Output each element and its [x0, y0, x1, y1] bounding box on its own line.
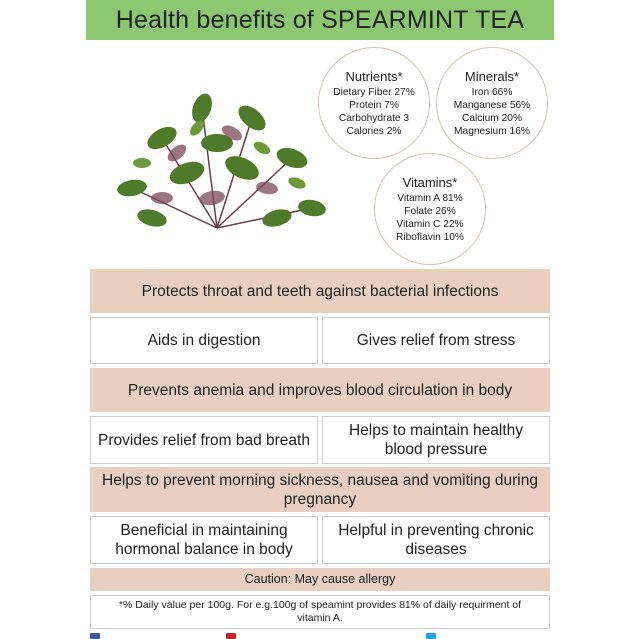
vitamin-item: Vitamin C 22%	[396, 218, 464, 230]
benefit-cell	[90, 416, 318, 464]
benefit-band	[90, 368, 550, 412]
pinterest-icon[interactable]	[226, 633, 236, 639]
benefit-cell	[322, 516, 550, 564]
benefit-text: Protects throat and teeth against bacterial infections	[141, 282, 499, 300]
nutrient-item: Carbohydrate 3	[338, 112, 410, 124]
benefit-text: Prevents anemia and improves blood circulation in body	[127, 381, 513, 399]
nutrient-item: Dietary Fiber 27%	[333, 86, 415, 98]
mineral-item: Iron 66%	[471, 86, 513, 98]
vitamin-item: Folate 26%	[404, 205, 456, 217]
benefit-text: Helpful in preventing chronic diseases	[338, 522, 534, 558]
vitamin-item: Vitamin A 81%	[397, 192, 463, 204]
benefit-text: Helps to maintain healthy blood pressure	[348, 422, 524, 458]
benefit-cell	[90, 516, 318, 564]
facebook-icon[interactable]	[90, 633, 100, 639]
benefit-text: Helps to prevent morning sickness, nausea and vomiting during pregnancy	[102, 471, 538, 508]
mineral-item: Magnesium 16%	[454, 125, 530, 137]
nutrients-title: Nutrients*	[345, 68, 403, 84]
mineral-item: Calcium 20%	[461, 112, 523, 124]
caution-band	[90, 568, 550, 591]
vitamins-circle	[374, 153, 486, 265]
benefit-band	[90, 467, 550, 512]
minerals-circle	[436, 47, 548, 159]
benefit-cell	[90, 317, 318, 364]
mineral-item: Manganese 56%	[453, 99, 531, 111]
spearmint-plant-image	[92, 78, 342, 238]
caution-text: Caution: May cause allergy	[244, 572, 396, 586]
benefit-band	[90, 269, 550, 313]
nutrient-item: Protein 7%	[349, 99, 399, 111]
benefit-cell	[322, 416, 550, 464]
twitter-icon[interactable]	[426, 633, 436, 639]
benefit-cell	[322, 317, 550, 364]
footnote-box	[90, 595, 550, 629]
benefit-text: Provides relief from bad breath	[98, 431, 310, 449]
social-strip	[86, 633, 556, 639]
benefit-text: Gives relief from stress	[356, 332, 516, 349]
benefit-text: Aids in digestion	[147, 332, 261, 349]
minerals-title: Minerals*	[464, 68, 520, 84]
nutrients-circle	[318, 47, 430, 159]
page-title: Health benefits of SPEARMINT TEA	[115, 5, 525, 34]
vitamin-item: Riboflavin 10%	[396, 231, 464, 243]
footnote-text: *% Daily value per 100g. For e.g.100g of speamint provides 81% of daily requirment of vitamin A.	[118, 599, 522, 624]
title-banner	[86, 0, 554, 40]
vitamins-title: Vitamins*	[402, 174, 458, 190]
benefit-text: Beneficial in maintaining hormonal balance in body	[115, 522, 293, 558]
nutrient-item: Calories 2%	[346, 125, 402, 137]
